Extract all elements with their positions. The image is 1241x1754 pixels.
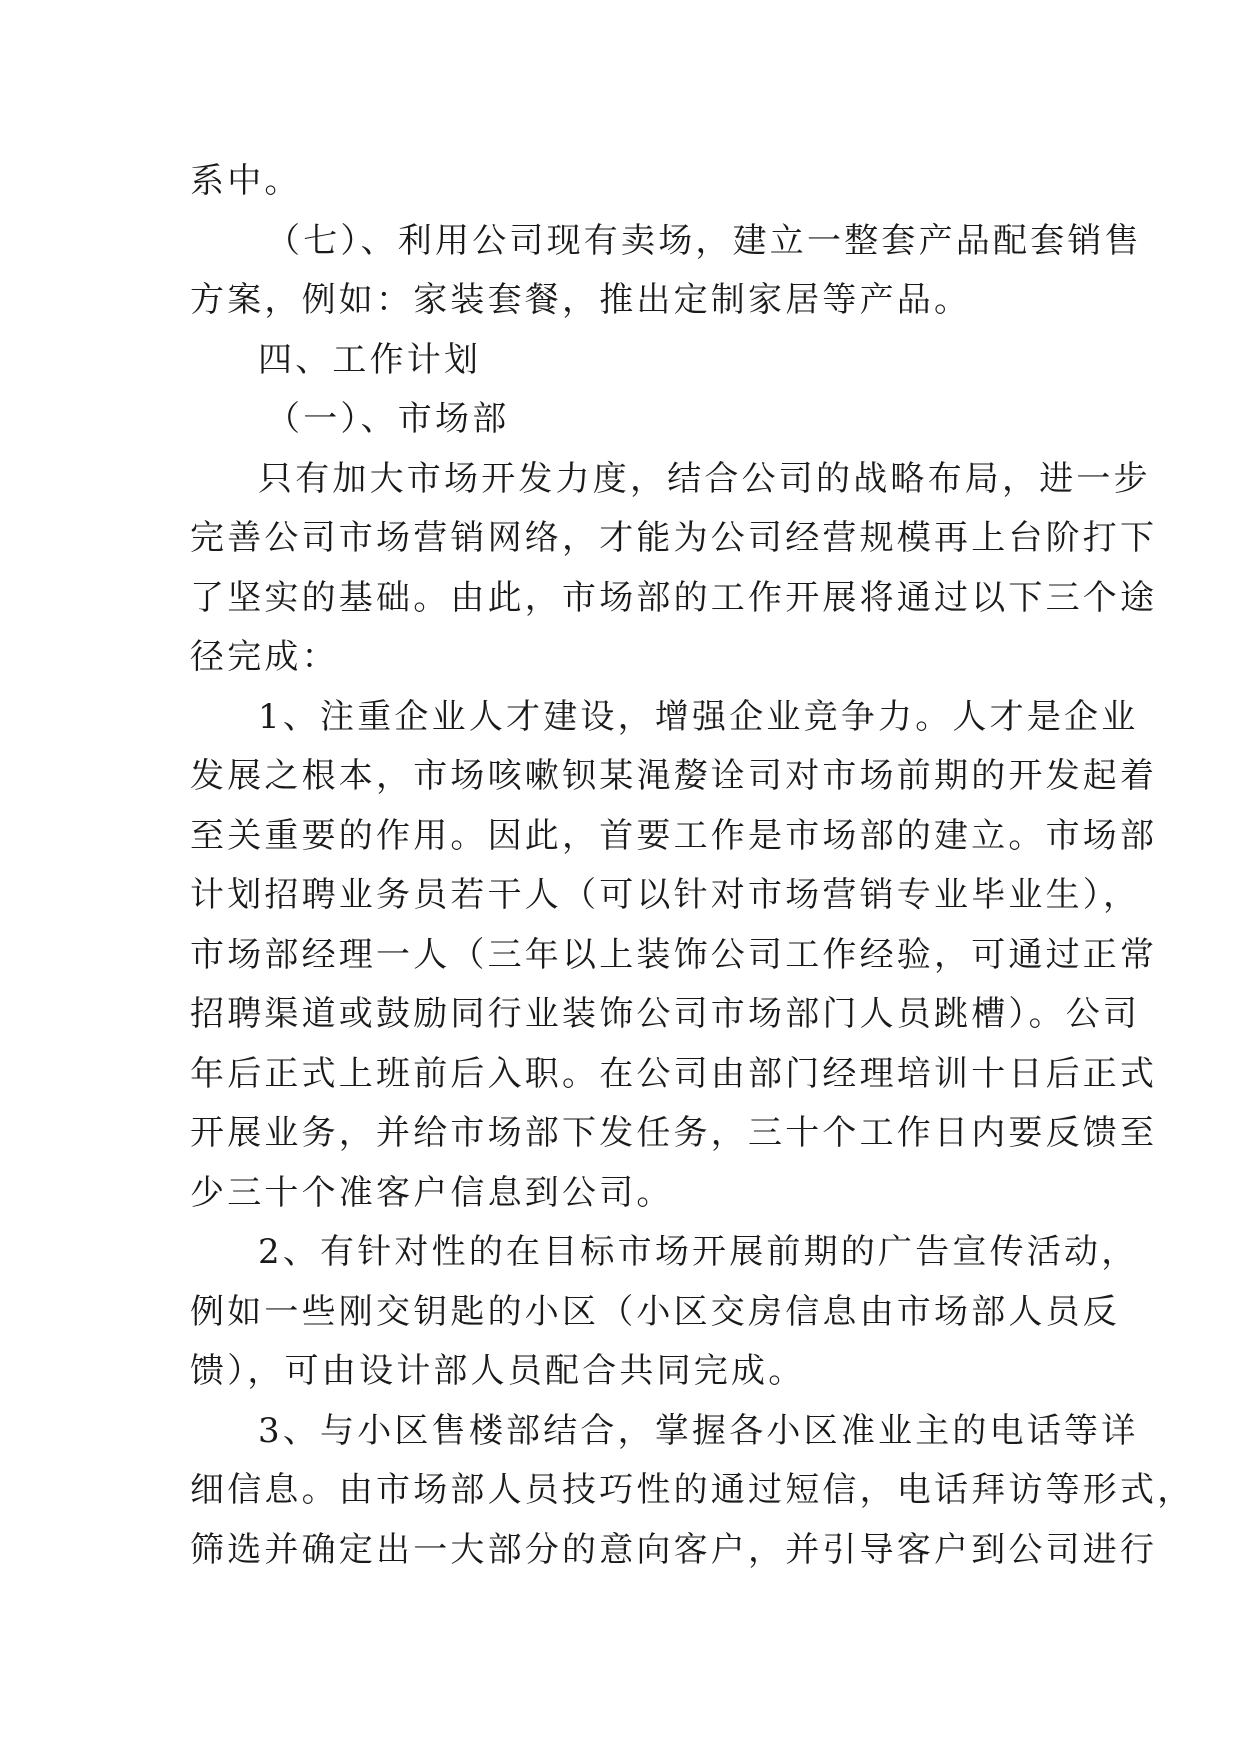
text-line: 至关重要的作用。因此，首要工作是市场部的建立。市场部 bbox=[190, 815, 1158, 856]
text-line: 方案，例如：家装套餐，推出定制家居等产品。 bbox=[190, 280, 972, 320]
text-line: 计划招聘业务员若干人（可以针对市场营销专业毕业生）， bbox=[190, 875, 1141, 915]
text-line: 2、有针对性的在目标市场开展前期的广告宣传活动， bbox=[258, 1232, 1139, 1272]
subsection-heading: （一）、市场部 bbox=[266, 399, 510, 439]
text-line: 馈），可由设计部人员配合共同完成。 bbox=[190, 1351, 806, 1391]
text-line: 市场部经理一人（三年以上装饰公司工作经验，可通过正常 bbox=[190, 934, 1158, 975]
text-line: 开展业务，并给市场部下发任务，三十个工作日内要反馈至 bbox=[190, 1113, 1158, 1153]
text-line: 3、与小区售楼部结合，掌握各小区准业主的电话等详 bbox=[258, 1410, 1139, 1451]
text-line: 系中。 bbox=[190, 161, 302, 201]
text-line: 发展之根本，市场咳嗽钡某渑嫠诠司对市场前期的开发起着 bbox=[190, 756, 1158, 796]
document-body bbox=[190, 152, 1195, 1580]
text-line: 细信息。由市场部人员技巧性的通过短信，电话拜访等形式， bbox=[190, 1470, 1195, 1510]
text-line: 径完成： bbox=[190, 637, 339, 677]
text-line: 例如一些刚交钥匙的小区（小区交房信息由市场部人员反 bbox=[190, 1291, 1120, 1332]
text-line: 1、注重企业人才建设，增强企业竞争力。人才是企业 bbox=[258, 696, 1139, 737]
section-heading: 四、工作计划 bbox=[258, 339, 482, 380]
text-line: 筛选并确定出一大部分的意向客户，并引导客户到公司进行 bbox=[190, 1529, 1158, 1570]
text-line: 招聘渠道或鼓励同行业装饰公司市场部门人员跳槽）。公司 bbox=[190, 994, 1141, 1034]
text-line: 了坚实的基础。由此，市场部的工作开展将通过以下三个途 bbox=[190, 577, 1158, 618]
text-line: 只有加大市场开发力度，结合公司的战略布局，进一步 bbox=[258, 458, 1151, 499]
text-line: 年后正式上班前后入职。在公司由部门经理培训十日后正式 bbox=[190, 1053, 1158, 1094]
text-line: 完善公司市场营销网络，才能为公司经营规模再上台阶打下 bbox=[190, 518, 1158, 558]
text-line: （七）、利用公司现有卖场，建立一整套产品配套销售 bbox=[266, 220, 1142, 261]
text-line: 少三十个准客户信息到公司。 bbox=[190, 1172, 674, 1213]
